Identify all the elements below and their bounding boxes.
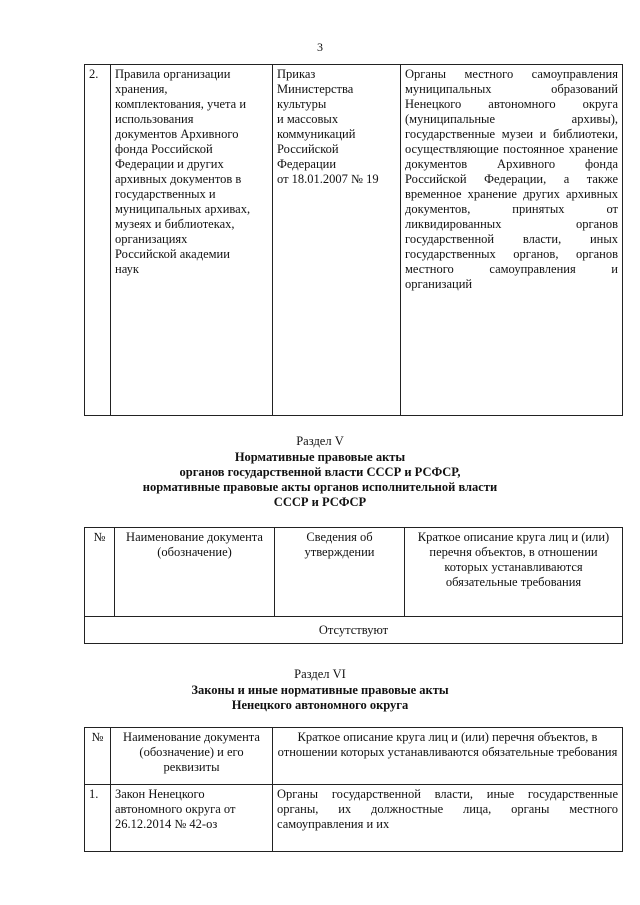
section-5-table: [84, 527, 623, 644]
section-5-label: Раздел V: [296, 434, 344, 448]
section-5-title: Нормативные правовые акты органов государственной власти СССР и РСФСР, нормативные правовые акты органов исполнительной власти СССР и РСФСР: [142, 450, 498, 509]
section-6-table: [84, 727, 623, 852]
header-number: №: [85, 528, 115, 617]
row-number: 2.: [85, 65, 111, 416]
header-description: Краткое описание круга лиц и (или) перечня объектов, в отношении которых устанавливаются обязательные требования: [273, 728, 623, 785]
scope-description: Органы государственной власти, иные государственные органы, их должностные лица, органы местного самоуправления и их: [273, 785, 623, 852]
header-number: №: [85, 728, 111, 785]
header-description: Краткое описание круга лиц и (или) перечня объектов, в отношении которых устанавливаются обязательные требования: [405, 528, 623, 617]
page-number: 3: [317, 40, 323, 54]
document-name: Правила организации хранения, комплектования, учета и использования документов Архивного фонда Российской Федерации и других архивных документов в государственных и муниципальных архивах, музеях и библиотеках, организациях Российской академии наук: [111, 65, 273, 416]
header-name: Наименование документа (обозначение): [115, 528, 275, 617]
row-number: 1.: [85, 785, 111, 852]
table-row: [85, 65, 623, 416]
header-name: Наименование документа (обозначение) и его реквизиты: [111, 728, 273, 785]
empty-note: Отсутствуют: [85, 617, 623, 644]
section-6-label: Раздел VI: [294, 667, 346, 681]
scope-description: Органы местного самоуправления муниципальных образований Ненецкого автономного округа (муниципальные архивы), государственные музеи и библиотеки, осуществляющие постоянное хранение документов Архивного фонда Российской Федерации, а также временное хранение других архивных документов, принятых от ликвидированных органов государственной власти, иных государственных органов, органов местного самоуправления и организаций: [401, 65, 623, 416]
header-approval: Сведения об утверждении: [275, 528, 405, 617]
approval-info: Приказ Министерства культуры и массовых коммуникаций Российской Федерации от 18.01.2007 № 19: [273, 65, 401, 416]
table-row: [85, 617, 623, 644]
continuation-table: [84, 64, 623, 416]
table-row: [85, 785, 623, 852]
section-6-title: Законы и иные нормативные правовые акты Ненецкого автономного округа: [191, 683, 449, 712]
document-name: Закон Ненецкого автономного округа от 26.12.2014 № 42-оз: [111, 785, 273, 852]
table-header-row: [85, 728, 623, 785]
table-header-row: [85, 528, 623, 617]
